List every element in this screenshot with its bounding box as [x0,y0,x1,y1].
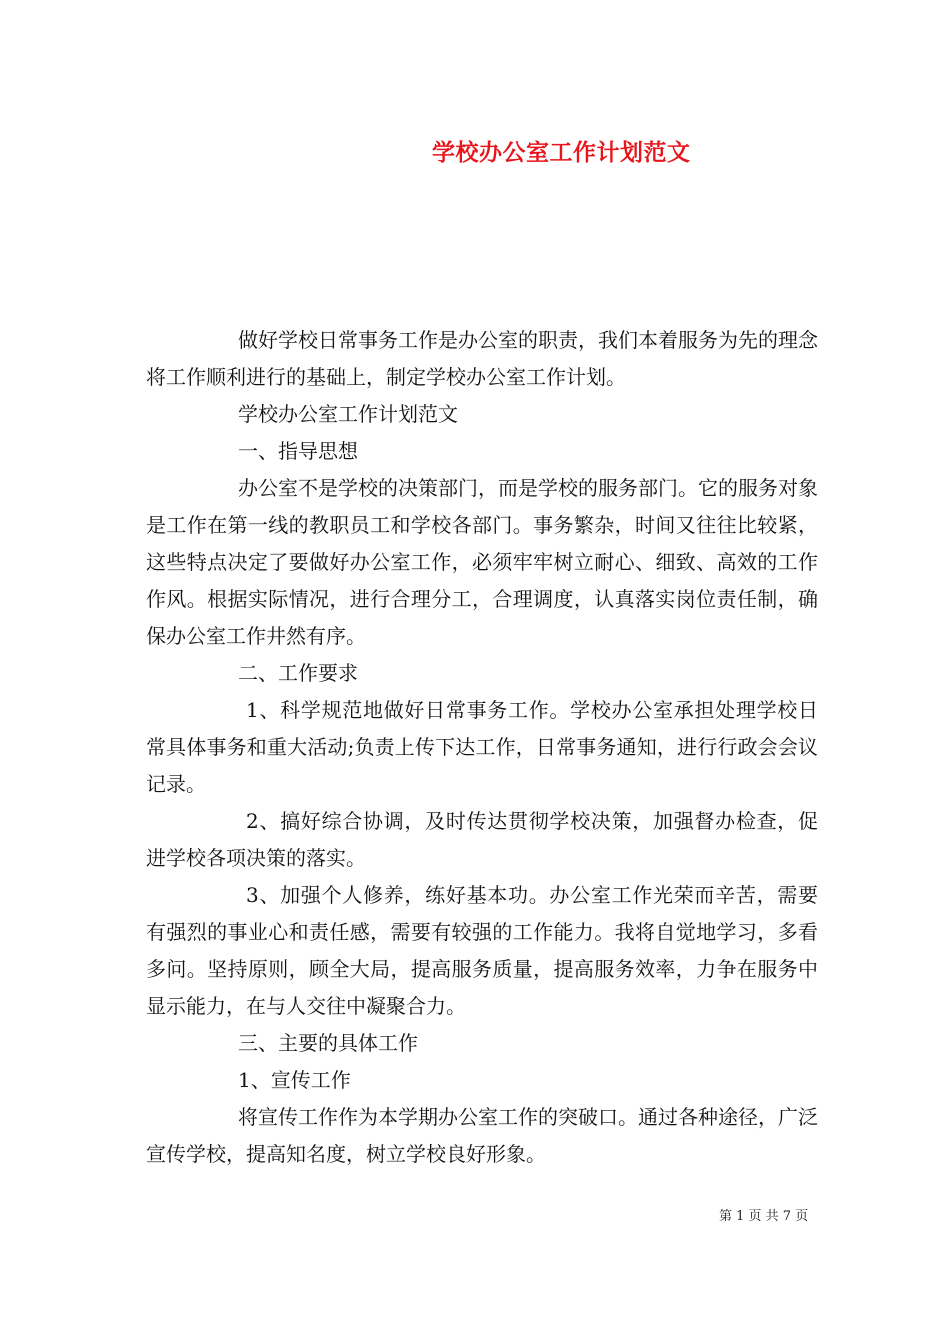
requirement-item-3: 3、加强个人修养，练好基本功。办公室工作光荣而辛苦，需要有强烈的事业心和责任感，需要有较强的工作能力。我将自觉地学习，多看多问。坚持原则，顾全大局，提高服务质量，提高服务效率，力争在服务中显示能力，在与人交往中凝聚合力。 [146,883,818,1018]
document-body [146,322,818,1173]
work-item-1-paragraph: 将宣传工作作为本学期办公室工作的突破口。通过各种途径，广泛宣传学校，提高知名度，树立学校良好形象。 [146,1105,818,1166]
subtitle-paragraph: 学校办公室工作计划范文 [238,402,458,426]
requirement-item-1: 1、科学规范地做好日常事务工作。学校办公室承担处理学校日常具体事务和重大活动;负责上传下达工作，日常事务通知，进行行政会会议记录。 [146,698,818,796]
section-heading-1: 一、指导思想 [238,439,358,463]
section-heading-2: 二、工作要求 [238,661,358,685]
document-title: 学校办公室工作计划范文 [432,139,691,166]
requirement-item-2: 2、搞好综合协调，及时传达贯彻学校决策，加强督办检查，促进学校各项决策的落实。 [146,809,818,870]
intro-paragraph: 做好学校日常事务工作是办公室的职责，我们本着服务为先的理念将工作顺利进行的基础上，制定学校办公室工作计划。 [146,328,818,389]
section-1-paragraph: 办公室不是学校的决策部门，而是学校的服务部门。它的服务对象是工作在第一线的教职员工和学校各部门。事务繁杂，时间又往往比较紧，这些特点决定了要做好办公室工作，必须牢牢树立耐心、细致、高效的工作作风。根据实际情况，进行合理分工，合理调度，认真落实岗位责任制，确保办公室工作井然有序。 [146,476,818,648]
section-heading-3: 三、主要的具体工作 [238,1031,418,1055]
work-item-1-heading: 1、宣传工作 [238,1068,351,1092]
page-number-footer: 第 1 页 共 7 页 [719,1209,809,1224]
